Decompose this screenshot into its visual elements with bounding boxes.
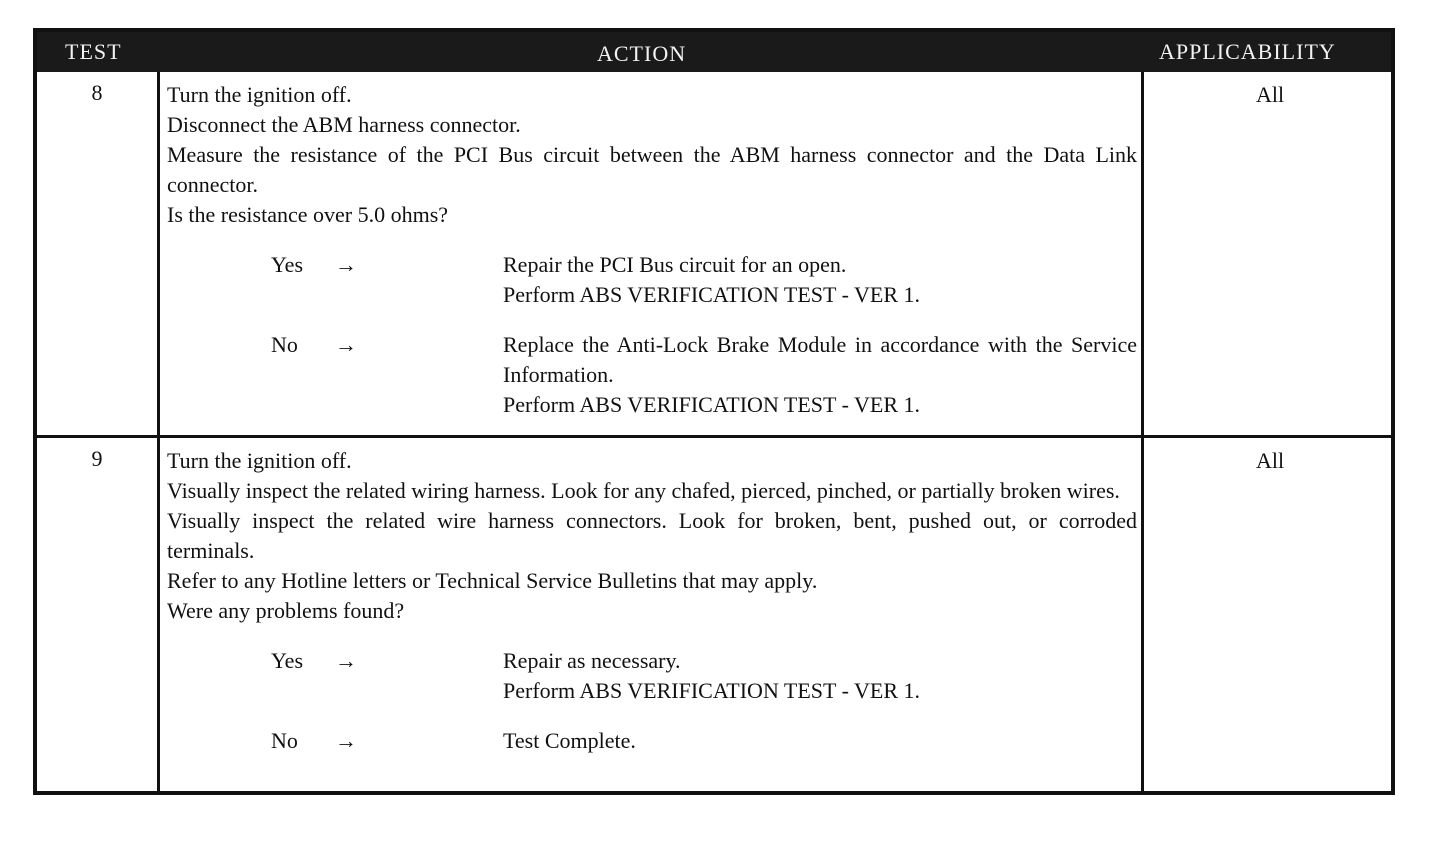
table-row <box>37 72 1391 432</box>
diagnostic-table <box>33 28 1395 795</box>
arrow-icon: → <box>335 728 357 753</box>
action-line: Turn the ignition off. <box>167 82 352 107</box>
action-line: Refer to any Hotline letters or Technical Service Bulletins that may apply. <box>167 568 818 593</box>
applicability-value: All <box>1255 448 1285 473</box>
action-line: Disconnect the ABM harness connector. <box>167 112 521 137</box>
yes-label: Yes <box>271 648 304 673</box>
test-number: 9 <box>91 446 103 471</box>
result-line: Perform ABS VERIFICATION TEST - VER 1. <box>503 282 921 307</box>
no-label: No <box>271 332 298 357</box>
result-line: Repair the PCI Bus circuit for an open. <box>503 252 847 277</box>
table-header <box>37 32 1391 72</box>
result-line: Perform ABS VERIFICATION TEST - VER 1. <box>503 392 921 417</box>
yes-label: Yes <box>271 252 304 277</box>
header-test: TEST <box>65 39 122 64</box>
no-branch <box>167 726 1137 756</box>
action-line: Visually inspect the related wire harness connectors. Look for broken, bent, pushed out, or corroded terminals. <box>167 508 1137 563</box>
header-action: ACTION <box>597 41 687 66</box>
table-row <box>37 435 1391 798</box>
no-branch <box>167 330 1137 420</box>
yes-branch <box>167 250 1137 310</box>
result-line: Perform ABS VERIFICATION TEST - VER 1. <box>503 678 921 703</box>
applicability-value: All <box>1255 82 1285 107</box>
action-line: Turn the ignition off. <box>167 448 352 473</box>
action-line: Were any problems found? <box>167 598 405 623</box>
result-line: Replace the Anti-Lock Brake Module in accordance with the Service Information. <box>503 332 1137 387</box>
no-label: No <box>271 728 298 753</box>
yes-branch <box>167 646 1137 706</box>
action-cell <box>167 80 1137 420</box>
action-line: Is the resistance over 5.0 ohms? <box>167 202 449 227</box>
result-line: Test Complete. <box>503 728 636 753</box>
test-number: 8 <box>91 80 103 105</box>
arrow-icon: → <box>335 332 357 357</box>
arrow-icon: → <box>335 252 357 277</box>
action-line: Visually inspect the related wiring harness. Look for any chafed, pierced, pinched, or partially broken wires. <box>167 478 1120 503</box>
action-cell <box>167 446 1137 756</box>
arrow-icon: → <box>335 648 357 673</box>
result-line: Repair as necessary. <box>503 648 681 673</box>
action-line: Measure the resistance of the PCI Bus circuit between the ABM harness connector and the Data Link connector. <box>167 142 1137 197</box>
header-applicability: APPLICABILITY <box>1159 39 1336 64</box>
